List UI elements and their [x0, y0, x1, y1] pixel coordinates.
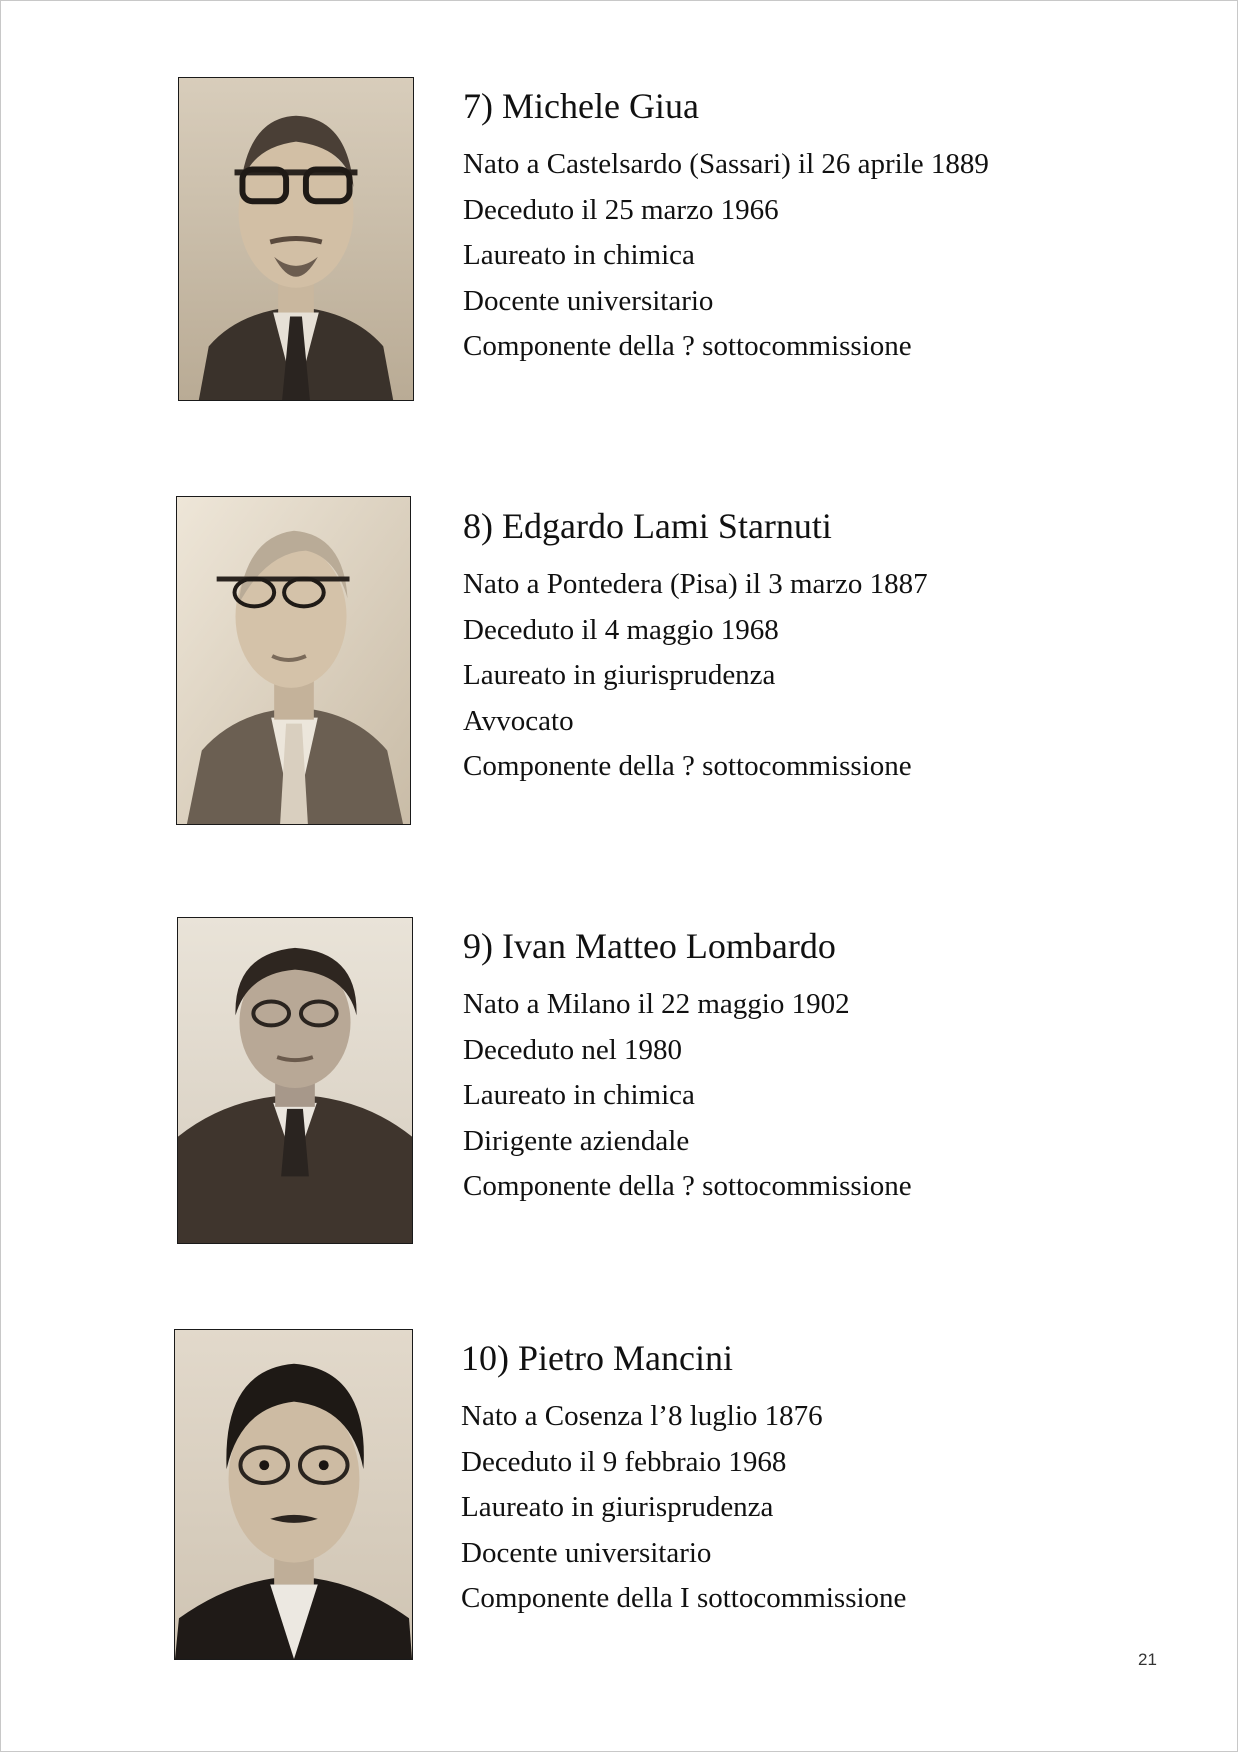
person-name: 9) Ivan Matteo Lombardo [463, 926, 836, 966]
page-number: 21 [1138, 1650, 1157, 1669]
person-name: 7) Michele Giua [463, 86, 699, 126]
portrait-photo-icon [175, 1330, 412, 1659]
birth-detail: Nato a Milano il 22 maggio 1902 [463, 988, 850, 1020]
birth-detail: Nato a Castelsardo (Sassari) il 26 aprile 1889 [463, 148, 989, 180]
subcommission-detail: Componente della I sottocommissione [461, 1582, 907, 1614]
portrait-photo-lombardo [177, 917, 413, 1244]
profession-detail: Dirigente aziendale [463, 1124, 690, 1157]
portrait-photo-mancini [174, 1329, 413, 1660]
degree-detail: Laureato in chimica [463, 239, 695, 271]
person-name: 8) Edgardo Lami Starnuti [463, 506, 832, 546]
biography-info-10 [461, 1340, 906, 1622]
death-detail: Deceduto il 9 febbraio 1968 [461, 1445, 787, 1478]
death-detail: Deceduto il 4 maggio 1968 [463, 613, 779, 646]
profession-detail: Docente universitario [463, 284, 714, 317]
portrait-photo-icon [177, 497, 410, 824]
death-detail: Deceduto nel 1980 [463, 1033, 683, 1066]
profession-detail: Avvocato [463, 704, 574, 737]
degree-detail: Laureato in giurisprudenza [461, 1491, 774, 1523]
biography-info-9 [463, 928, 912, 1210]
subcommission-detail: Componente della ? sottocommissione [463, 1170, 912, 1202]
portrait-photo-lami-starnuti [176, 496, 411, 825]
birth-detail: Nato a Pontedera (Pisa) il 3 marzo 1887 [463, 568, 928, 600]
death-detail: Deceduto il 25 marzo 1966 [463, 193, 779, 226]
birth-detail: Nato a Cosenza l’8 luglio 1876 [461, 1400, 823, 1432]
subcommission-detail: Componente della ? sottocommissione [463, 750, 912, 782]
profession-detail: Docente universitario [461, 1536, 712, 1569]
portrait-photo-icon [178, 918, 412, 1243]
biography-info-8 [463, 508, 928, 790]
degree-detail: Laureato in chimica [463, 1079, 695, 1111]
degree-detail: Laureato in giurisprudenza [463, 659, 776, 691]
subcommission-detail: Componente della ? sottocommissione [463, 330, 912, 362]
person-name: 10) Pietro Mancini [461, 1338, 733, 1378]
